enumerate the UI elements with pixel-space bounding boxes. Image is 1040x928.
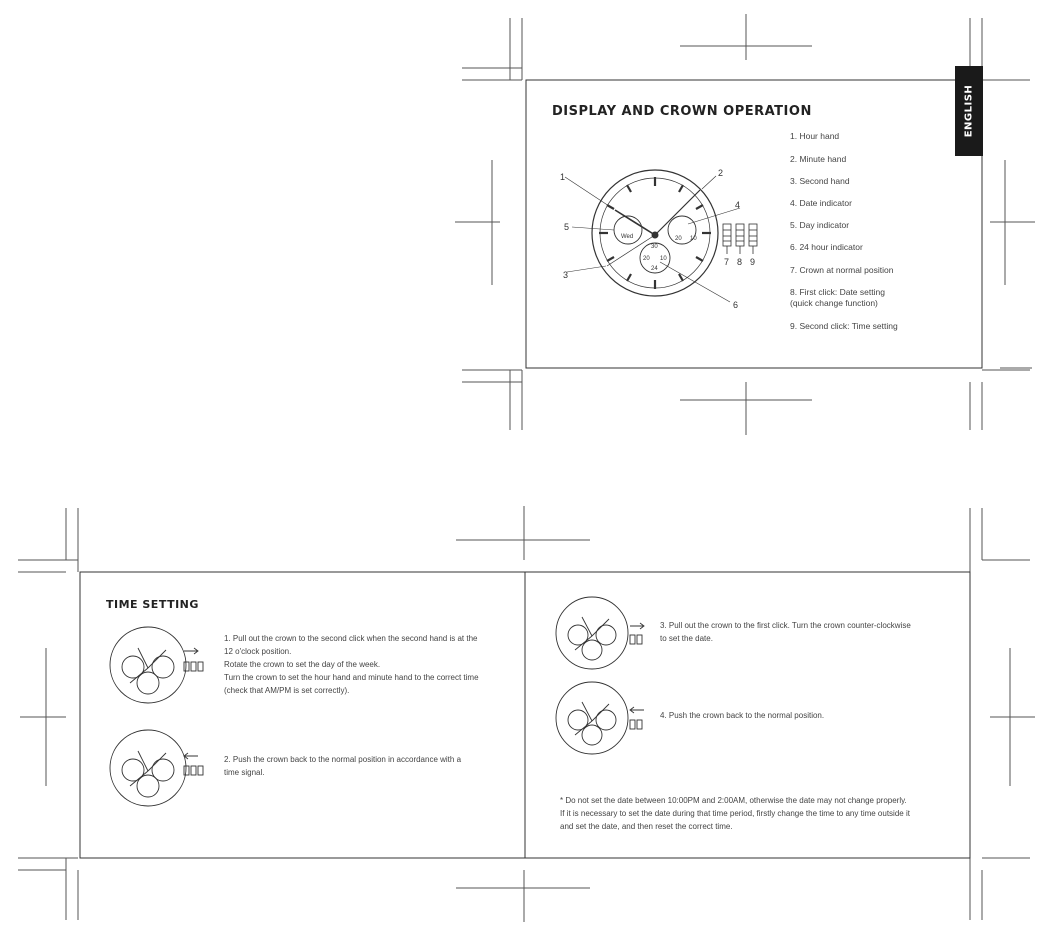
step3-line: to set the date. <box>660 634 713 643</box>
step2-watch <box>110 730 203 806</box>
note-line: and set the date, and then reset the correct time. <box>560 822 733 831</box>
legend-item: 6. 24 hour indicator <box>790 242 863 252</box>
callout-8: 8 <box>737 257 743 267</box>
callout-2: 2 <box>718 168 724 178</box>
legend-item: 5. Day indicator <box>790 220 850 230</box>
callout-7: 7 <box>724 257 730 267</box>
dial-number: 20 <box>643 256 650 262</box>
step4-watch <box>556 682 644 754</box>
language-tab-label: ENGLISH <box>963 84 975 138</box>
legend-item: 8. First click: Date setting <box>790 287 885 297</box>
step1-text <box>224 632 514 697</box>
dial-number: 20 <box>675 236 682 242</box>
step1-line: Turn the crown to set the hour hand and minute hand to the correct time <box>224 673 479 682</box>
callout-4: 4 <box>735 200 741 210</box>
note-line: * Do not set the date between 10:00PM and 2:00AM, otherwise the date may not change properly. <box>560 796 907 805</box>
minute-hand <box>655 190 700 235</box>
step3-text <box>660 619 960 645</box>
step1-line: (check that AM/PM is set correctly). <box>224 686 350 695</box>
step1-line: 1. Pull out the crown to the second click when the second hand is at the <box>224 634 478 643</box>
step1-watch <box>110 627 203 703</box>
step2-line: time signal. <box>224 768 265 777</box>
crown-positions <box>723 224 757 254</box>
display-section-title: DISPLAY AND CROWN OPERATION <box>552 104 812 119</box>
legend-item: (quick change function) <box>790 298 878 308</box>
legend-item: 7. Crown at normal position <box>790 265 894 275</box>
legend-item: 2. Minute hand <box>790 154 847 164</box>
note-text <box>560 794 960 833</box>
step2-text <box>224 753 514 779</box>
watch-diagram <box>565 170 757 302</box>
callout-1: 1 <box>560 172 566 182</box>
legend-item: 4. Date indicator <box>790 198 852 208</box>
callout-3: 3 <box>563 270 569 280</box>
leader-lines <box>565 176 743 302</box>
step1-line: Rotate the crown to set the day of the week. <box>224 660 381 669</box>
dial-number: 30 <box>651 244 658 250</box>
dial-number: 10 <box>660 256 667 262</box>
language-tab <box>955 66 983 156</box>
step4-text: 4. Push the crown back to the normal position. <box>660 711 825 720</box>
callout-5: 5 <box>564 222 570 232</box>
step1-line: 12 o'clock position. <box>224 647 292 656</box>
legend-item: 3. Second hand <box>790 176 850 186</box>
legend-item: 1. Hour hand <box>790 131 840 141</box>
dial-number: 24 <box>651 266 658 272</box>
step2-line: 2. Push the crown back to the normal position in accordance with a <box>224 755 462 764</box>
callout-9: 9 <box>750 257 756 267</box>
day-label: Wed <box>621 234 634 240</box>
note-line: If it is necessary to set the date during that time period, firstly change the time to any time outside it <box>560 809 910 818</box>
step3-watch <box>556 597 644 669</box>
hour-hand <box>615 210 655 235</box>
legend-item: 9. Second click: Time setting <box>790 321 898 331</box>
step3-line: 3. Pull out the crown to the first click. Turn the crown counter-clockwise <box>660 621 911 630</box>
dial-number: 10 <box>690 236 697 242</box>
callout-6: 6 <box>733 300 739 310</box>
time-setting-title: TIME SETTING <box>106 598 199 611</box>
